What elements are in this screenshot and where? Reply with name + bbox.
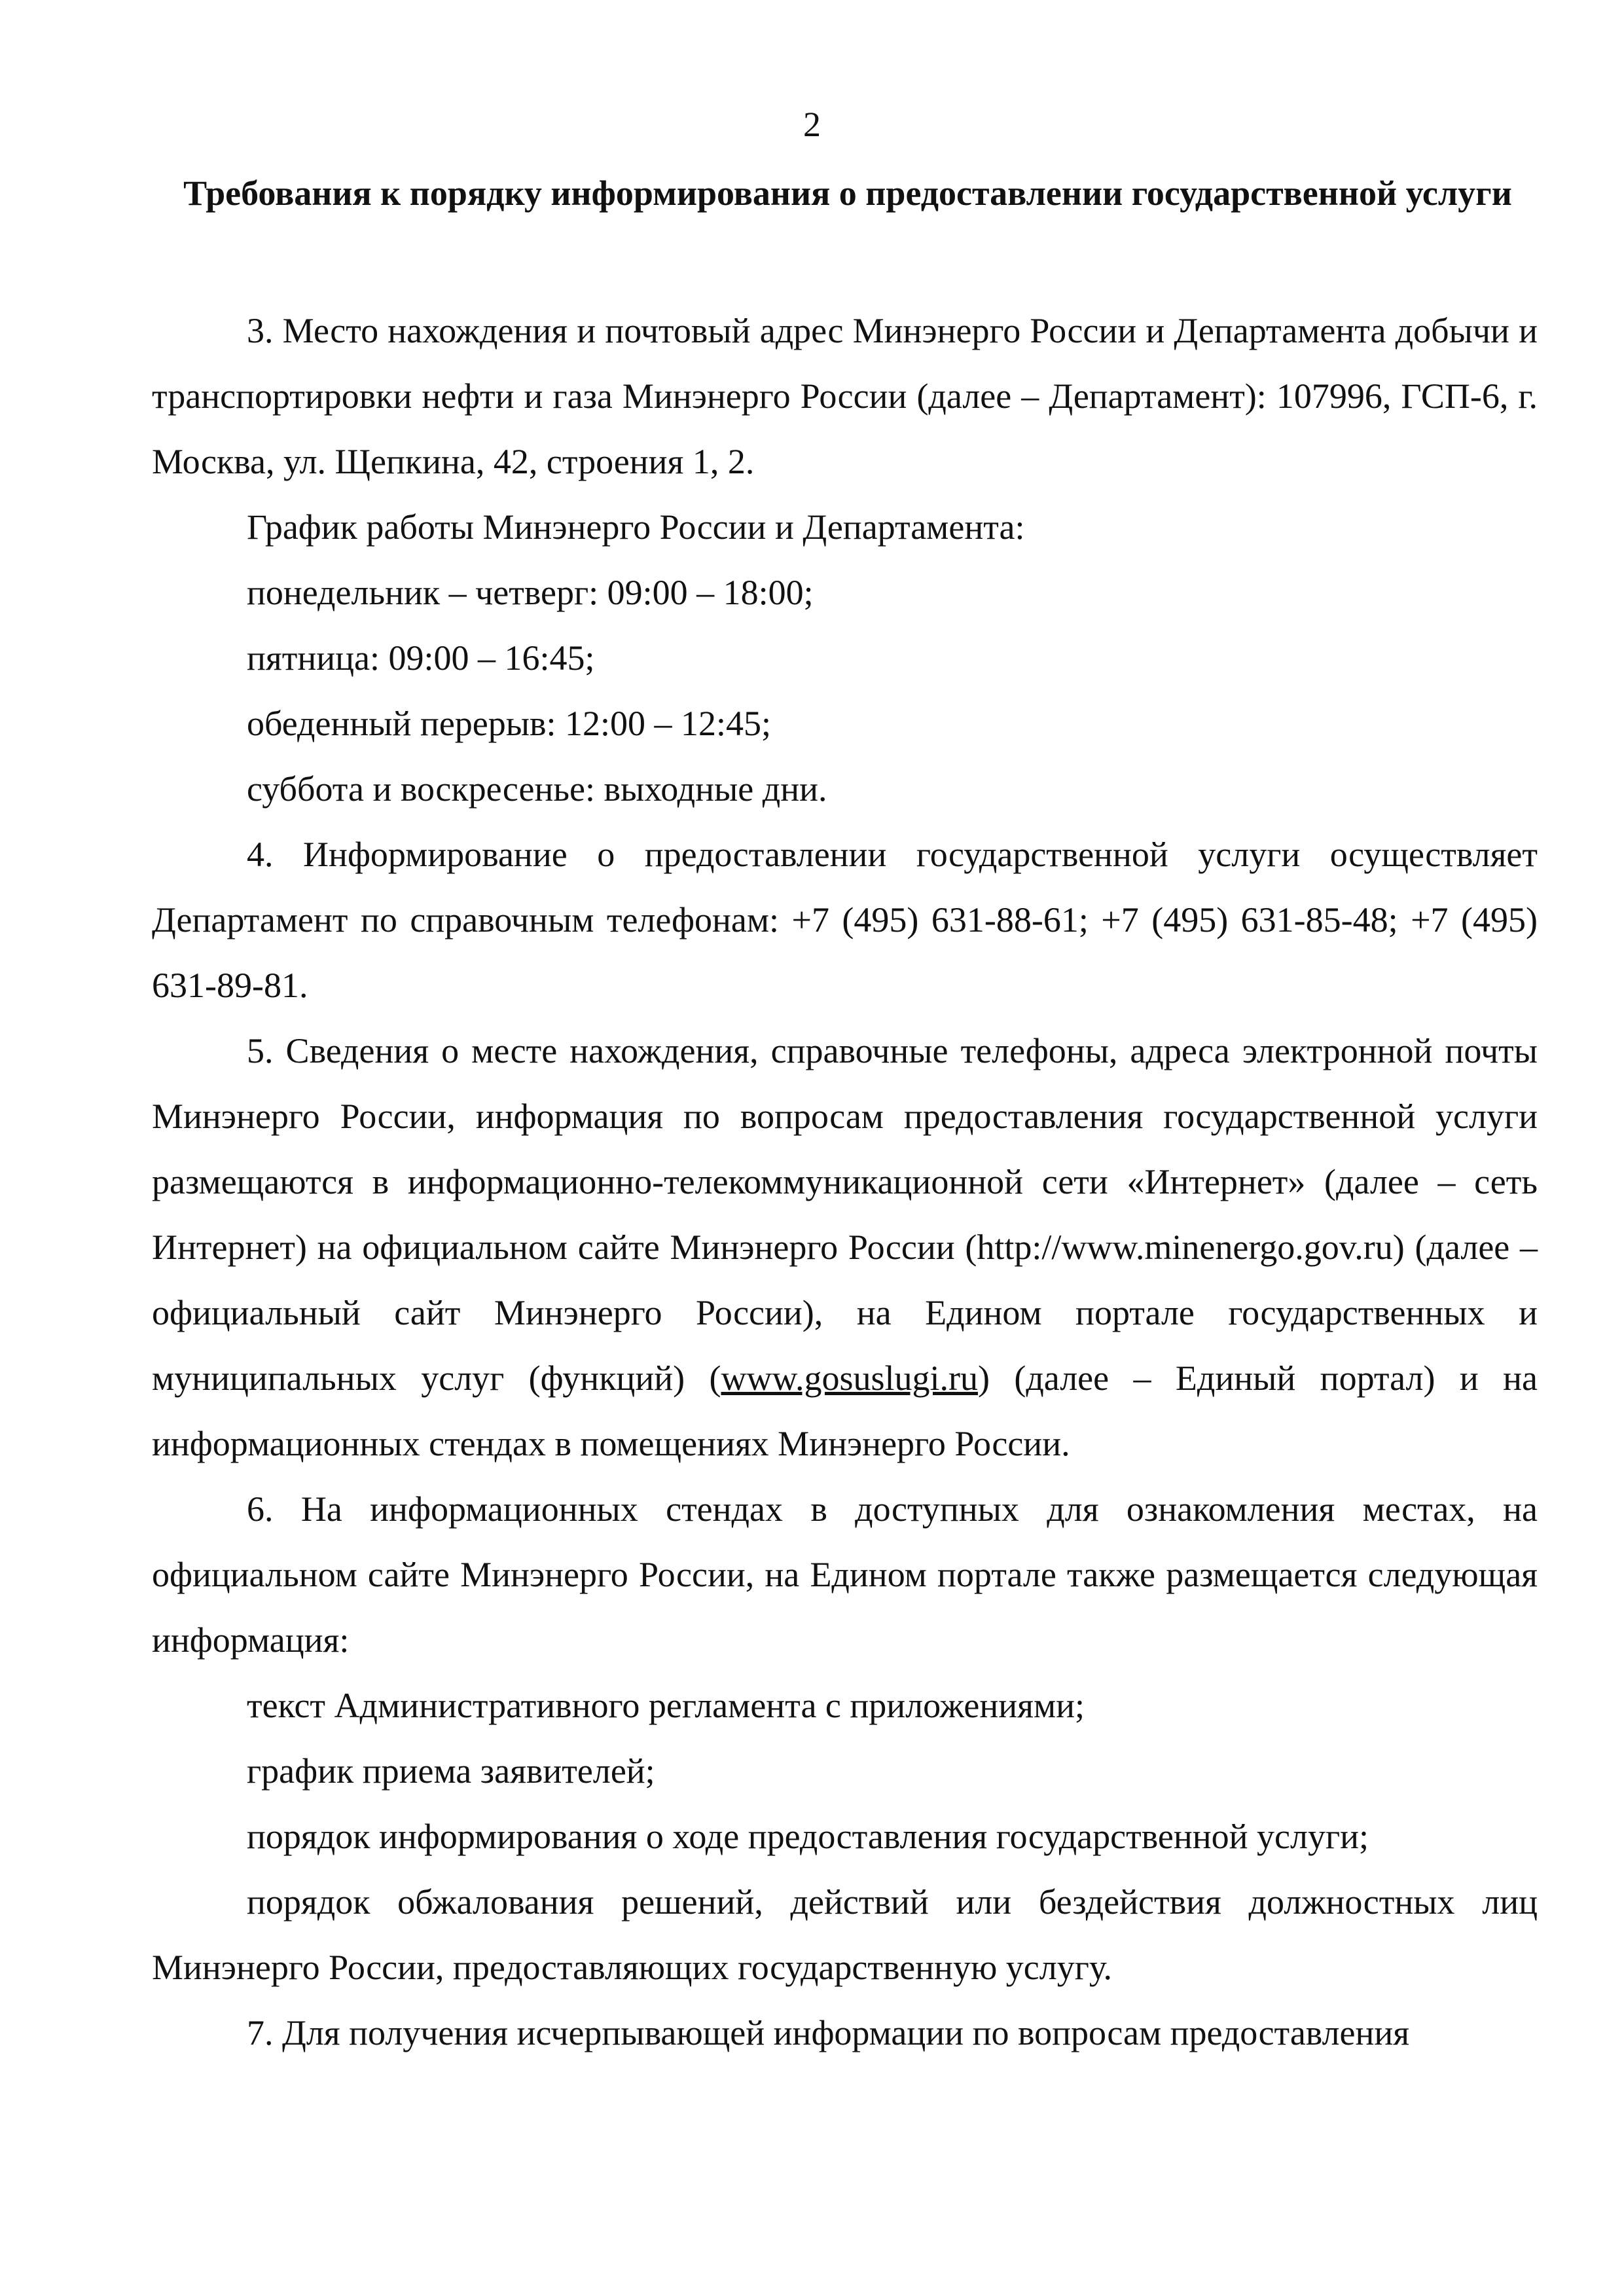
paragraph-3-address: 3. Место нахождения и почтовый адрес Минэнерго России и Департамента добычи и транспортировки нефти и газа Минэнерго России (далее – Департамент): 107996, ГСП-6, г. Москва, ул. Щепкина, 42, строения 1, 2.	[152, 311, 1538, 481]
schedule-heading: График работы Минэнерго России и Департамента:	[247, 507, 1025, 547]
list-item-reception-schedule: график приема заявителей;	[247, 1751, 655, 1791]
schedule-mon-thu: понедельник – четверг: 09:00 – 18:00;	[247, 573, 814, 612]
paragraph-4-phones: 4. Информирование о предоставлении государственной услуги осуществляет Департамент по справочным телефонам: +7 (495) 631-88-61; +7 (495) 631-85-48; +7 (495) 631-89-81.	[152, 835, 1538, 1005]
document-body	[152, 298, 1538, 2066]
section-title: Требования к порядку информирования о предоставлении государственной услуги	[183, 173, 1512, 213]
paragraph-7-start: 7. Для получения исчерпывающей информации по вопросам предоставления	[247, 2013, 1410, 2052]
schedule-fri: пятница: 09:00 – 16:45;	[247, 638, 595, 678]
paragraph-5-info-sources	[152, 1018, 1538, 1476]
paragraph-6-stands: 6. На информационных стендах в доступных для ознакомления местах, на официальном сайте Минэнерго России, на Едином портале также размещается следующая информация:	[152, 1489, 1538, 1660]
schedule-lunch: обеденный перерыв: 12:00 – 12:45;	[247, 704, 772, 743]
list-item-appeal-order: порядок обжалования решений, действий или бездействия должностных лиц Минэнерго России, предоставляющих государственную услугу.	[152, 1882, 1538, 1987]
schedule-weekend: суббота и воскресенье: выходные дни.	[247, 769, 827, 809]
paragraph-5-text-end: ) (далее – Единый портал) и на информационных стендах в помещениях Минэнерго России.	[152, 1358, 1538, 1463]
list-item-informing-order: порядок информирования о ходе предоставления государственной услуги;	[247, 1817, 1369, 1856]
page-number: 2	[803, 105, 821, 144]
gosuslugi-link[interactable]: www.gosuslugi.ru	[721, 1358, 978, 1398]
list-item-regulation-text: текст Административного регламента с приложениями;	[247, 1686, 1085, 1725]
paragraph-5-text-start: 5. Сведения о месте нахождения, справочные телефоны, адреса электронной почты Минэнерго России, информация по вопросам предоставления государственной услуги размещаются в информационно-телекоммуникационной сети «Интернет» (далее – сеть Интернет) на официальном сайте Минэнерго России (http://www.minenergo.gov.ru) (далее – официальный сайт Минэнерго России), на Едином портале государственных и муниципальных услуг (функций) (	[152, 1031, 1538, 1398]
